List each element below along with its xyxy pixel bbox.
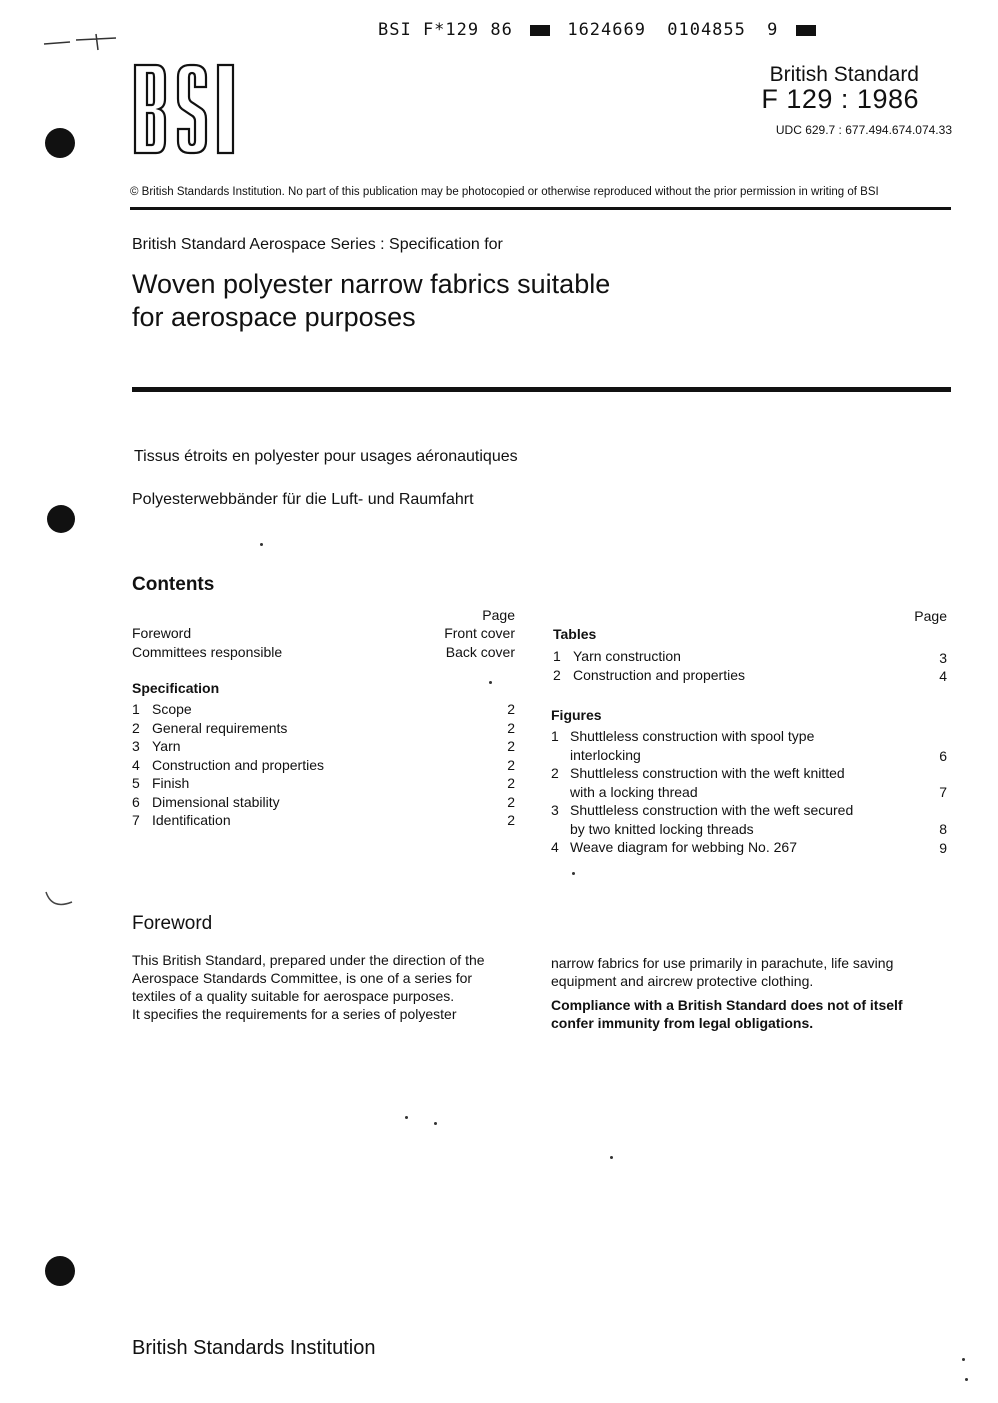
scan-speck xyxy=(260,543,263,546)
toc-entry-num: 3 xyxy=(132,738,140,754)
scan-mark-icon xyxy=(40,888,76,914)
foreword-line: Aerospace Standards Committee, is one of a series for xyxy=(132,970,473,986)
scan-speck xyxy=(572,872,575,875)
page-column-label: Page xyxy=(914,608,947,624)
toc-entry-num: 2 xyxy=(551,765,559,781)
foreword-line: This British Standard, prepared under the direction of the xyxy=(132,952,485,968)
toc-entry-label: Construction and properties xyxy=(152,757,324,773)
divider-rule xyxy=(130,207,951,210)
foreword-right-text xyxy=(551,954,946,1032)
foreword-line: textiles of a quality suitable for aerospace purposes. xyxy=(132,988,455,1004)
copyright-notice: © British Standards Institution. No part of this publication may be photocopied or otherwise reproduced without the prior permission in writing of BSI xyxy=(130,186,879,198)
toc-entry-num: 1 xyxy=(553,648,561,664)
toc-entry-page: 2 xyxy=(507,701,515,717)
toc-entry-num: 1 xyxy=(132,701,140,717)
toc-entry-page: 3 xyxy=(939,650,947,666)
contents-right-column xyxy=(551,607,947,859)
german-title: Polyesterwebbänder für die Luft- und Raumfahrt xyxy=(132,491,474,508)
toc-section-heading: Tables xyxy=(553,626,597,642)
scan-number-b: 0104855 xyxy=(667,20,746,40)
title-line: Woven polyester narrow fabrics suitable xyxy=(132,269,611,299)
toc-entry-num: 4 xyxy=(551,839,559,855)
toc-entry-page: 8 xyxy=(939,821,947,837)
toc-entry-label: Construction and properties xyxy=(573,667,745,683)
toc-entry-page: Front cover xyxy=(444,625,515,641)
series-line: British Standard Aerospace Series : Specification for xyxy=(132,236,503,253)
toc-entry-num: 5 xyxy=(132,775,140,791)
publisher-footer: British Standards Institution xyxy=(132,1337,376,1359)
toc-entry-page: 7 xyxy=(939,784,947,800)
scan-code: BSI F*129 86 xyxy=(378,20,513,40)
toc-entry-page: 2 xyxy=(507,720,515,736)
toc-entry-label: Dimensional stability xyxy=(152,794,280,810)
contents-heading: Contents xyxy=(132,574,215,595)
foreword-left-text xyxy=(132,951,527,1023)
document-title xyxy=(132,268,772,334)
scan-mark-icon xyxy=(40,30,120,52)
toc-entry-page: 9 xyxy=(939,840,947,856)
legal-notice-line: Compliance with a British Standard does not of itself xyxy=(551,997,903,1013)
foreword-line: narrow fabrics for use primarily in parachute, life saving xyxy=(551,955,894,971)
toc-entry-label: Shuttleless construction with spool type xyxy=(570,728,815,744)
bsi-logo xyxy=(132,63,238,155)
toc-entry-label: with a locking thread xyxy=(570,784,698,800)
toc-entry-label: Identification xyxy=(152,812,231,828)
french-title: Tissus étroits en polyester pour usages aéronautiques xyxy=(134,448,518,465)
toc-entry-label: Yarn xyxy=(152,738,181,754)
toc-entry-num: 2 xyxy=(132,720,140,736)
toc-entry-label: Weave diagram for webbing No. 267 xyxy=(570,839,797,855)
page-column-label: Page xyxy=(482,607,515,623)
scan-speck xyxy=(405,1116,408,1119)
toc-entry-label: Scope xyxy=(152,701,192,717)
scan-speck xyxy=(610,1156,613,1159)
standard-number: F 129 : 1986 xyxy=(761,84,919,114)
toc-entry-page: 2 xyxy=(507,775,515,791)
toc-entry-label: Finish xyxy=(152,775,190,791)
toc-entry-page: 2 xyxy=(507,812,515,828)
title-line: for aerospace purposes xyxy=(132,302,416,332)
toc-entry-label: Yarn construction xyxy=(573,648,681,664)
toc-section-heading: Figures xyxy=(551,707,602,723)
toc-entry-label: Shuttleless construction with the weft secured xyxy=(570,802,854,818)
toc-entry-page: 2 xyxy=(507,757,515,773)
toc-entry-label: Committees responsible xyxy=(132,644,283,660)
toc-entry-num: 2 xyxy=(553,667,561,683)
standard-label: British Standard xyxy=(769,63,919,86)
scan-speck xyxy=(965,1378,968,1381)
foreword-line: It specifies the requirements for a series of polyester xyxy=(132,1006,457,1022)
toc-entry-page: 2 xyxy=(507,738,515,754)
toc-entry-num: 6 xyxy=(132,794,140,810)
toc-entry-label: by two knitted locking threads xyxy=(570,821,754,837)
toc-entry-page: 6 xyxy=(939,748,947,764)
udc-code: UDC 629.7 : 677.494.674.074.33 xyxy=(775,123,952,137)
scan-number-a: 1624669 xyxy=(567,20,646,40)
toc-entry-page: Back cover xyxy=(445,644,515,660)
divider-rule xyxy=(132,387,951,392)
scan-block-mark xyxy=(530,25,550,36)
contents-left-column xyxy=(132,606,515,846)
punch-hole xyxy=(45,128,75,158)
toc-section-heading: Specification xyxy=(132,680,220,696)
punch-hole xyxy=(45,1256,75,1286)
legal-notice-line: confer immunity from legal obligations. xyxy=(551,1015,814,1031)
toc-entry-page: 4 xyxy=(939,668,947,684)
scan-number-c: 9 xyxy=(767,20,779,40)
punch-hole xyxy=(47,505,75,533)
toc-entry-num: 1 xyxy=(551,728,559,744)
foreword-heading: Foreword xyxy=(132,913,213,934)
scan-speck xyxy=(489,681,492,684)
scan-speck xyxy=(962,1358,965,1361)
scan-block-mark xyxy=(796,25,816,36)
toc-entry-num: 3 xyxy=(551,802,559,818)
scan-speck xyxy=(434,1122,437,1125)
scan-header xyxy=(378,20,822,40)
toc-entry-label: interlocking xyxy=(570,747,641,763)
toc-entry-num: 7 xyxy=(132,812,140,828)
toc-entry-num: 4 xyxy=(132,757,140,773)
toc-entry-label: Shuttleless construction with the weft knitted xyxy=(570,765,845,781)
toc-entry-page: 2 xyxy=(507,794,515,810)
foreword-line: equipment and aircrew protective clothing. xyxy=(551,973,814,989)
toc-entry-label: General requirements xyxy=(152,720,288,736)
toc-entry-label: Foreword xyxy=(132,625,192,641)
